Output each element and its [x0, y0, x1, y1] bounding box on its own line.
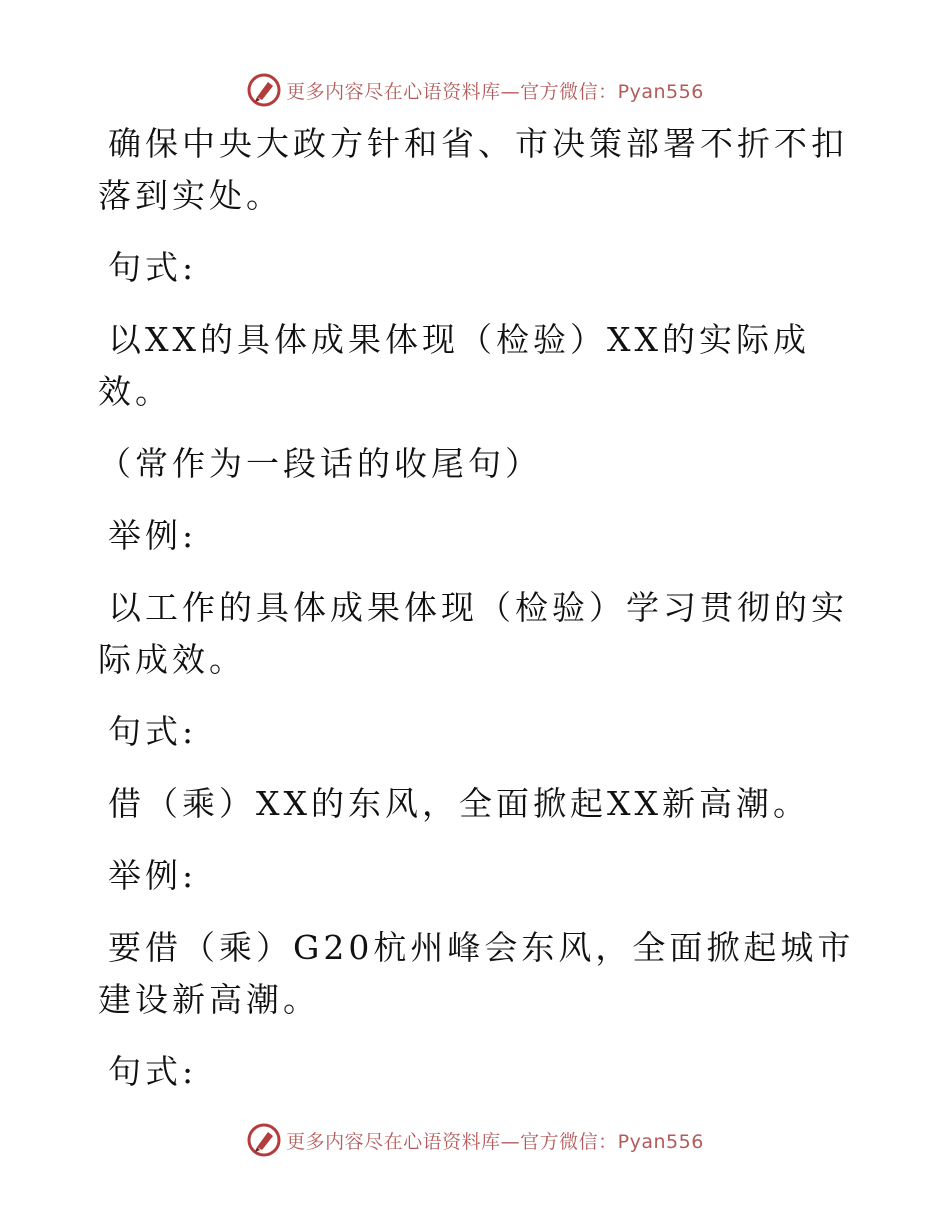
paragraph: 举例:	[108, 856, 198, 895]
watermark-text: 更多内容尽在心语资料库—官方微信：Pyan556	[286, 80, 704, 103]
paragraph: 借（乘）XX的东风，全面掀起XX新高潮。	[108, 784, 810, 823]
document-body	[98, 118, 858, 1118]
pen-logo-icon	[246, 72, 282, 108]
paragraph: 确保中央大政方针和省、市决策部署不折不扣落到实处。	[98, 124, 848, 215]
paragraph: 句式:	[108, 1052, 198, 1091]
paragraph: 以工作的具体成果体现（检验）学习贯彻的实际成效。	[98, 588, 848, 679]
paragraph: 句式:	[108, 712, 198, 751]
paragraph: 举例:	[108, 516, 198, 555]
pen-logo-icon	[246, 1122, 282, 1158]
watermark-text: 更多内容尽在心语资料库—官方微信：Pyan556	[286, 1130, 704, 1153]
paragraph: 句式:	[108, 248, 198, 287]
header-watermark	[0, 70, 950, 110]
paragraph: 要借（乘）G20杭州峰会东风，全面掀起城市建设新高潮。	[98, 928, 855, 1019]
paragraph: （常作为一段话的收尾句）	[98, 444, 542, 483]
paragraph: 以XX的具体成果体现（检验）XX的实际成效。	[98, 320, 810, 411]
footer-watermark	[0, 1120, 950, 1160]
